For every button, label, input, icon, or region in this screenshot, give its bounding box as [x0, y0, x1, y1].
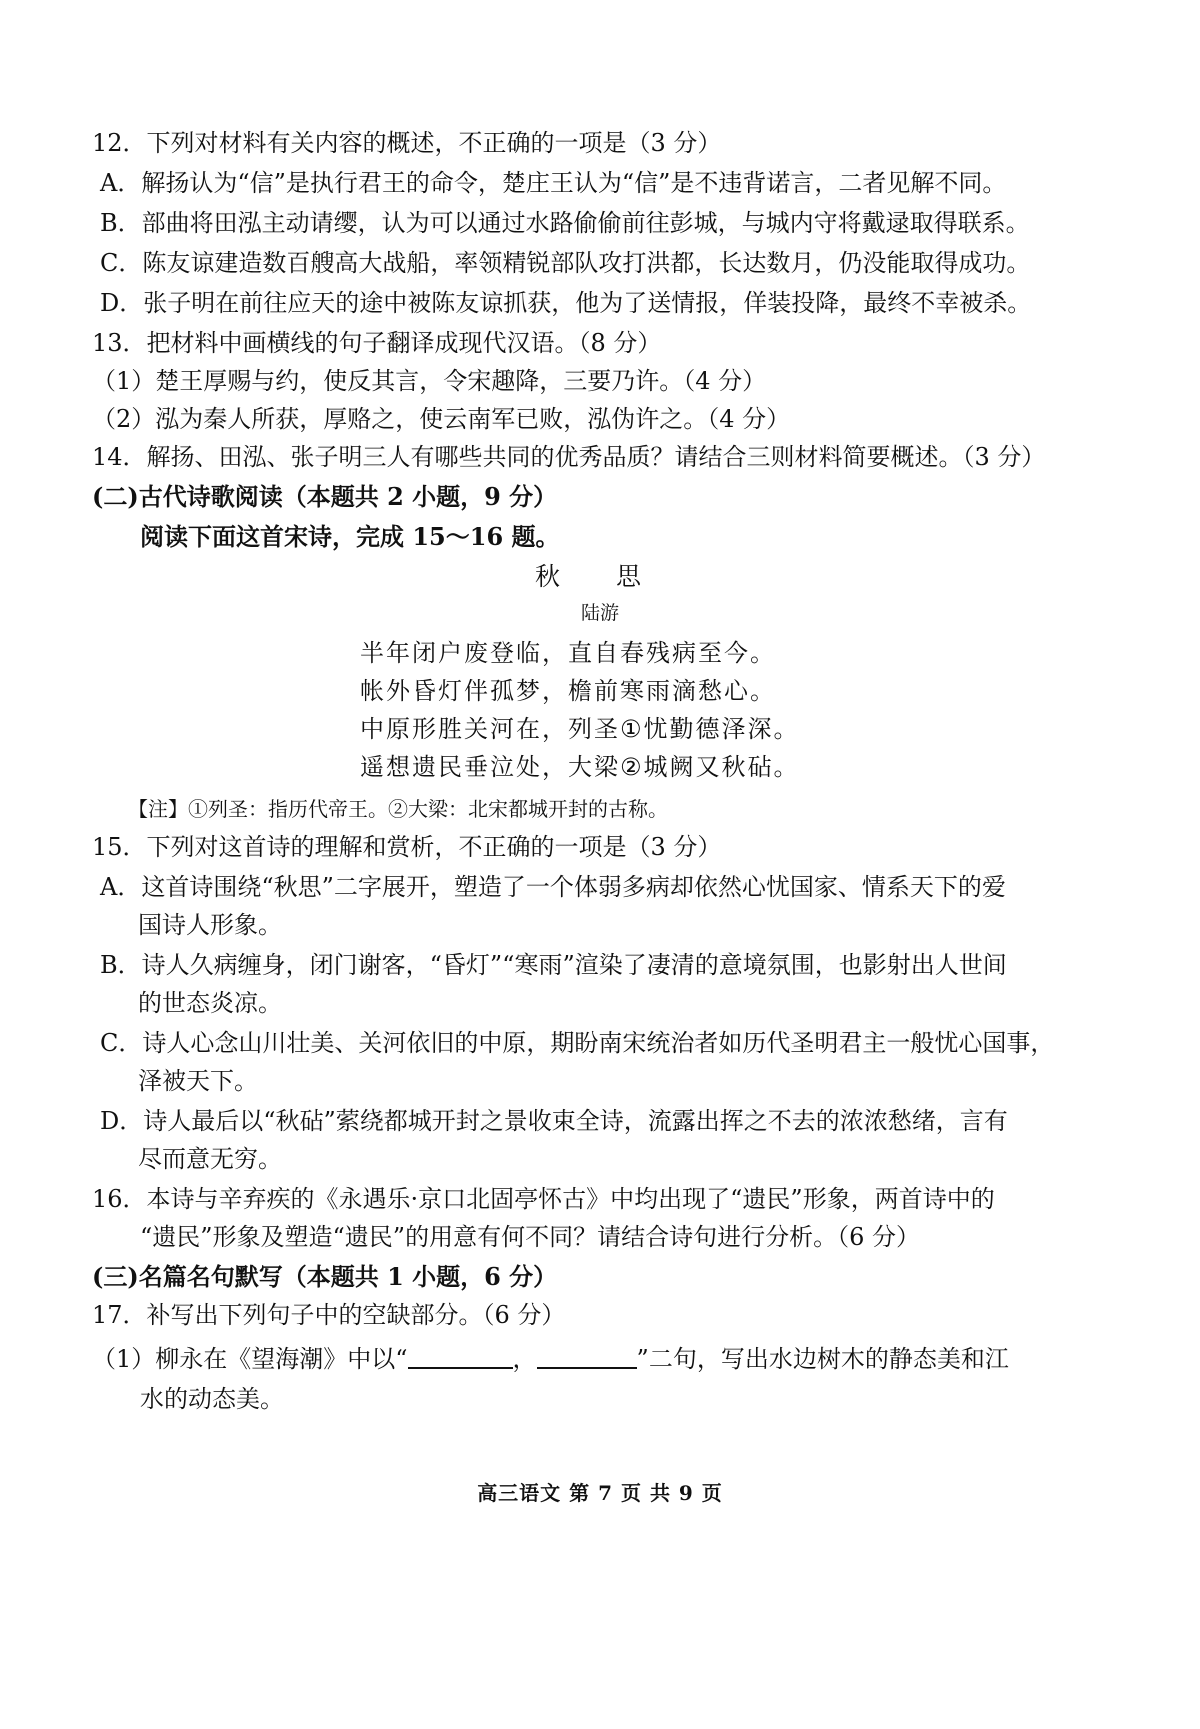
q13-sentence-2: （2）泓为秦人所获，厚赂之，使云南军已败，泓伪许之。（4 分） — [92, 405, 791, 433]
section-2-instruction: 阅读下面这首宋诗，完成 15～16 题。 — [140, 522, 560, 551]
answer-blank-1[interactable] — [408, 1345, 513, 1369]
q12-option-c: C．陈友谅建造数百艘高大战船，率领精锐部队攻打洪都，长达数月，仍没能取得成功。 — [100, 249, 1031, 277]
page-footer: 高三语文 第 7 页 共 9 页 — [477, 1481, 723, 1505]
poem-line-4: 遥想遗民垂泣处，大梁②城阙又秋砧。 — [360, 753, 800, 781]
q15-option-a: A．这首诗围绕“秋思”二字展开，塑造了一个体弱多病却依然心忧国家、情系天下的爱 — [100, 873, 1006, 901]
q15-option-d-cont: 尽而意无穷。 — [138, 1145, 282, 1173]
q12-option-d: D．张子明在前往应天的途中被陈友谅抓获，他为了送情报，佯装投降，最终不幸被杀。 — [100, 289, 1032, 317]
answer-blank-2[interactable] — [537, 1345, 637, 1369]
q17-sentence-1 — [92, 1344, 1009, 1374]
section-2-heading: (二)古代诗歌阅读（本题共 2 小题，9 分） — [92, 482, 558, 511]
q16-stem: 16．本诗与辛弃疾的《永遇乐·京口北固亭怀古》中均出现了“遗民”形象，两首诗中的 — [92, 1185, 995, 1213]
poem-line-2: 帐外昏灯伴孤梦，檐前寒雨滴愁心。 — [360, 677, 776, 705]
q17-s1-comma: ， — [512, 1345, 537, 1373]
q15-stem: 15．下列对这首诗的理解和赏析，不正确的一项是（3 分） — [92, 833, 722, 861]
q14-stem: 14．解扬、田泓、张子明三人有哪些共同的优秀品质？请结合三则材料简要概述。（3 分） — [92, 443, 1046, 471]
q15-option-c: C．诗人心念山川壮美、关河依旧的中原，期盼南宋统治者如历代圣明君主一般忧心国事， — [100, 1029, 1055, 1057]
q17-s1-suffix: ”二句，写出水边树木的静态美和江 — [636, 1345, 1009, 1373]
poem-note: 【注】①列圣：指历代帝王。②大梁：北宋都城开封的古称。 — [128, 797, 668, 821]
q17-s1-prefix: （1）柳永在《望海潮》中以“ — [92, 1345, 408, 1373]
q12-stem: 12．下列对材料有关内容的概述，不正确的一项是（3 分） — [92, 129, 722, 157]
q15-option-b: B．诗人久病缠身，闭门谢客，“昏灯”“寒雨”渲染了凄清的意境氛围，也影射出人世间 — [100, 951, 1007, 979]
q12-option-a: A．解扬认为“信”是执行君王的命令，楚庄王认为“信”是不违背诺言，二者见解不同。 — [100, 169, 1007, 197]
q16-stem-cont: “遗民”形象及塑造“遗民”的用意有何不同？请结合诗句进行分析。（6 分） — [140, 1223, 920, 1251]
q15-option-c-cont: 泽被天下。 — [138, 1067, 258, 1095]
q17-stem: 17．补写出下列句子中的空缺部分。（6 分） — [92, 1301, 566, 1329]
poem-line-1: 半年闭户废登临，直自春残病至今。 — [360, 639, 776, 667]
poem-title: 秋 思 — [535, 562, 665, 591]
q15-option-a-cont: 国诗人形象。 — [138, 911, 282, 939]
q15-option-b-cont: 的世态炎凉。 — [138, 989, 282, 1017]
q13-sentence-1: （1）楚王厚赐与约，使反其言，令宋趣降，三要乃许。（4 分） — [92, 367, 767, 395]
section-3-heading: (三)名篇名句默写（本题共 1 小题，6 分） — [92, 1262, 558, 1291]
q13-stem: 13．把材料中画横线的句子翻译成现代汉语。（8 分） — [92, 329, 662, 357]
poem-author: 陆游 — [580, 602, 619, 624]
q15-option-d: D．诗人最后以“秋砧”萦绕都城开封之景收束全诗，流露出挥之不去的浓浓愁绪，言有 — [100, 1107, 1008, 1135]
q17-sentence-1-cont: 水的动态美。 — [140, 1385, 284, 1413]
q12-option-b: B．部曲将田泓主动请缨，认为可以通过水路偷偷前往彭城，与城内守将戴逯取得联系。 — [100, 209, 1030, 237]
poem-line-3: 中原形胜关河在，列圣①忧勤德泽深。 — [360, 715, 800, 743]
